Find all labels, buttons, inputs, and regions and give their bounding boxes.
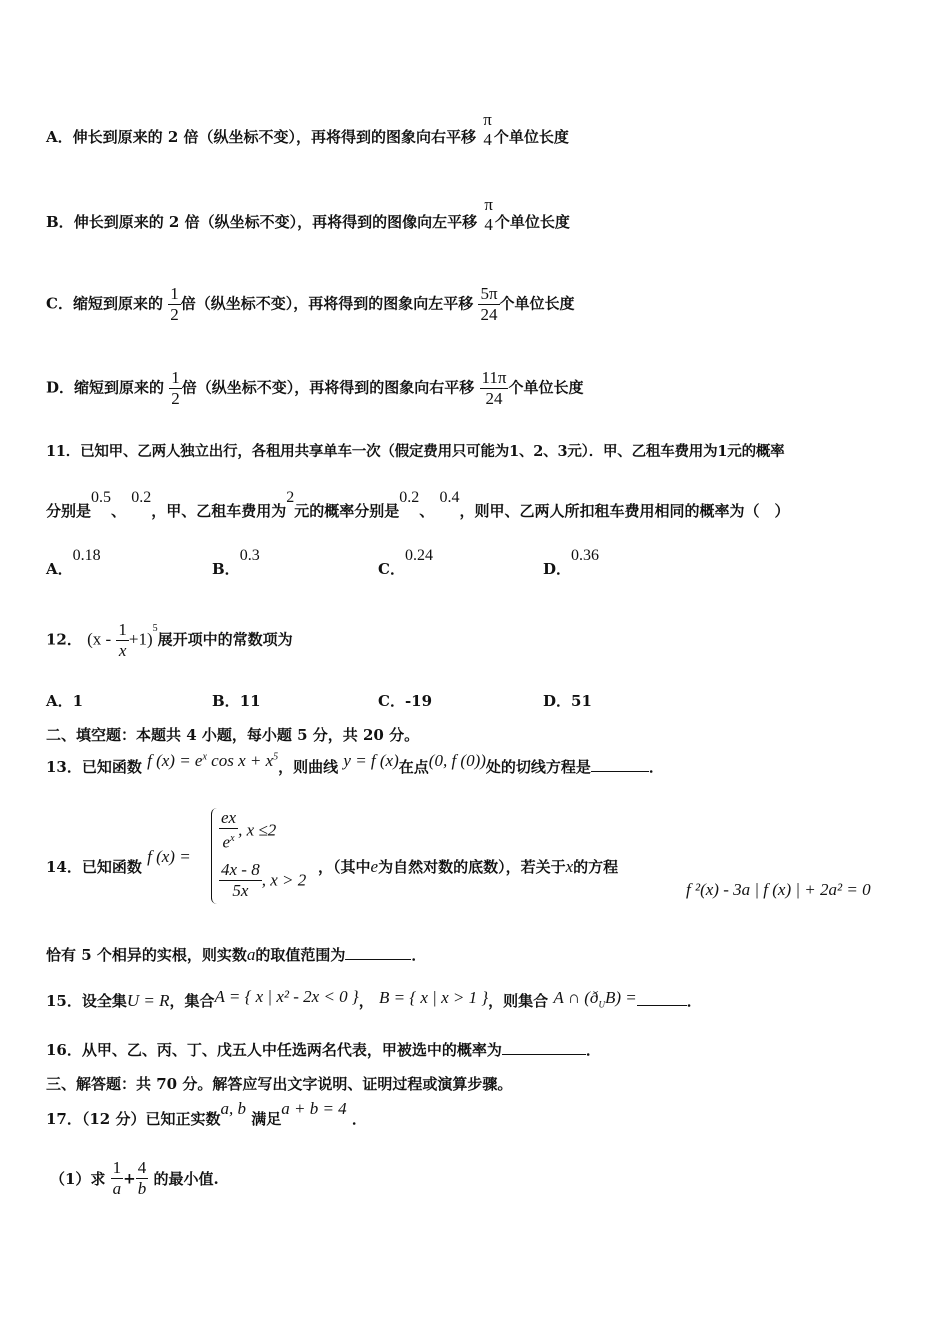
q14-stem-line2: 恰有 5 个相异的实根，则实数a的取值范围为 ． [46,945,427,964]
fraction: π 4 [483,110,492,149]
piecewise-case-1: $\frac{ex}{e^x}$ , x ≤2 [221,808,277,852]
answer-blank[interactable] [591,757,649,772]
fraction: π 4 [484,195,493,234]
answer-blank[interactable] [502,1040,586,1055]
q14-stem: 14．已知函数 f (x) = [46,847,191,876]
section-fill-in-heading: 二、填空题：本题共 4 小题，每小题 5 分，共 20 分。 [46,726,420,744]
fraction: $\frac{5\pi}{24}$ [480,284,498,324]
q10-option-c: C．缩短到原来的 $\frac{1}{2}$ 倍（纵坐标不变），再将得到的图象向左平移 $\frac{5\pi}{24}$ 个单位长度 [46,284,575,324]
q11-stem-line2: 分别是0.5、 0.2，甲、乙租车费用为2元的概率分别是0.2、 0.4，则甲、乙两人所扣租车费用相同的概率为（ ） [46,489,790,520]
fraction: $\frac{11\pi}{24}$ [481,368,507,408]
q11-option-c[interactable]: C．0.24 [378,547,433,578]
answer-blank[interactable] [345,945,411,960]
fraction: $\frac{1}{2}$ [170,284,179,324]
q10-option-a: A．伸长到原来的 2 倍（纵坐标不变），再将得到的图象向右平移 π 4 个单位长度 [46,110,569,149]
q11-stem-line1: 11．已知甲、乙两人独立出行，各租用共享单车一次（假定费用只可能为1、2、3元）．甲、乙租车费用为1元的概率 [46,443,785,460]
q14-stem-cont: ，（其中e为自然对数的底数），若关于x的方程 [318,857,619,876]
q12-option-b[interactable]: B．11 [212,692,261,710]
q12-option-a[interactable]: A．1 [46,692,84,710]
q11-option-a[interactable]: A．0.18 [46,547,101,578]
q15-stem: 15．设全集U = R，集合A = { x | x² - 2x < 0 }， B = { x | x > 1 }，则集合 A ∩ $(ð_UB)$ = ． [46,987,702,1010]
q17-stem: 17．（12 分）已知正实数a, b 满足a + b = 4 ． [46,1099,367,1128]
q17-part1: （1）求 $\frac{1}{a}$ + $\frac{4}{b}$ 的最小值. [50,1158,219,1198]
q11-option-d[interactable]: D．0.36 [543,547,600,578]
q10-option-d: D．缩短到原来的 $\frac{1}{2}$ 倍（纵坐标不变），再将得到的图象向右平移 $\frac{11\pi}{24}$ 个单位长度 [46,368,584,408]
q10-option-b: B．伸长到原来的 2 倍（纵坐标不变），再将得到的图像向左平移 π 4 个单位长度 [46,195,570,234]
fraction: $\frac{1}{2}$ [171,368,180,408]
q13-stem: 13．已知函数 f $(x) = e^x$ $\cos x + x^5$，则曲线 y = f (x)在点(0, f (0))处的切线方程是 ． [46,751,664,776]
q16-stem: 16．从甲、乙、丙、丁、戊五人中任选两名代表，甲被选中的概率为 ． [46,1041,601,1059]
q14-equation: f ²(x) - 3a | f (x) | + 2a² = 0 [686,880,871,899]
answer-blank[interactable] [637,991,687,1006]
section-solution-heading: 三、解答题：共 70 分。解答应写出文字说明、证明过程或演算步骤。 [46,1075,513,1093]
piecewise-case-2: $\frac{4x - 8}{5x}$ , x > 2 [221,860,307,900]
q12-option-d[interactable]: D．51 [543,692,592,710]
q12-option-c[interactable]: C．-19 [378,692,433,710]
q12-stem: 12． (x - $\frac{1}{x}$ +1)$^5$展开项中的常数项为 [46,620,293,660]
q11-option-b[interactable]: B．0.3 [212,547,260,578]
fraction: $\frac{1}{x}$ [118,620,127,660]
